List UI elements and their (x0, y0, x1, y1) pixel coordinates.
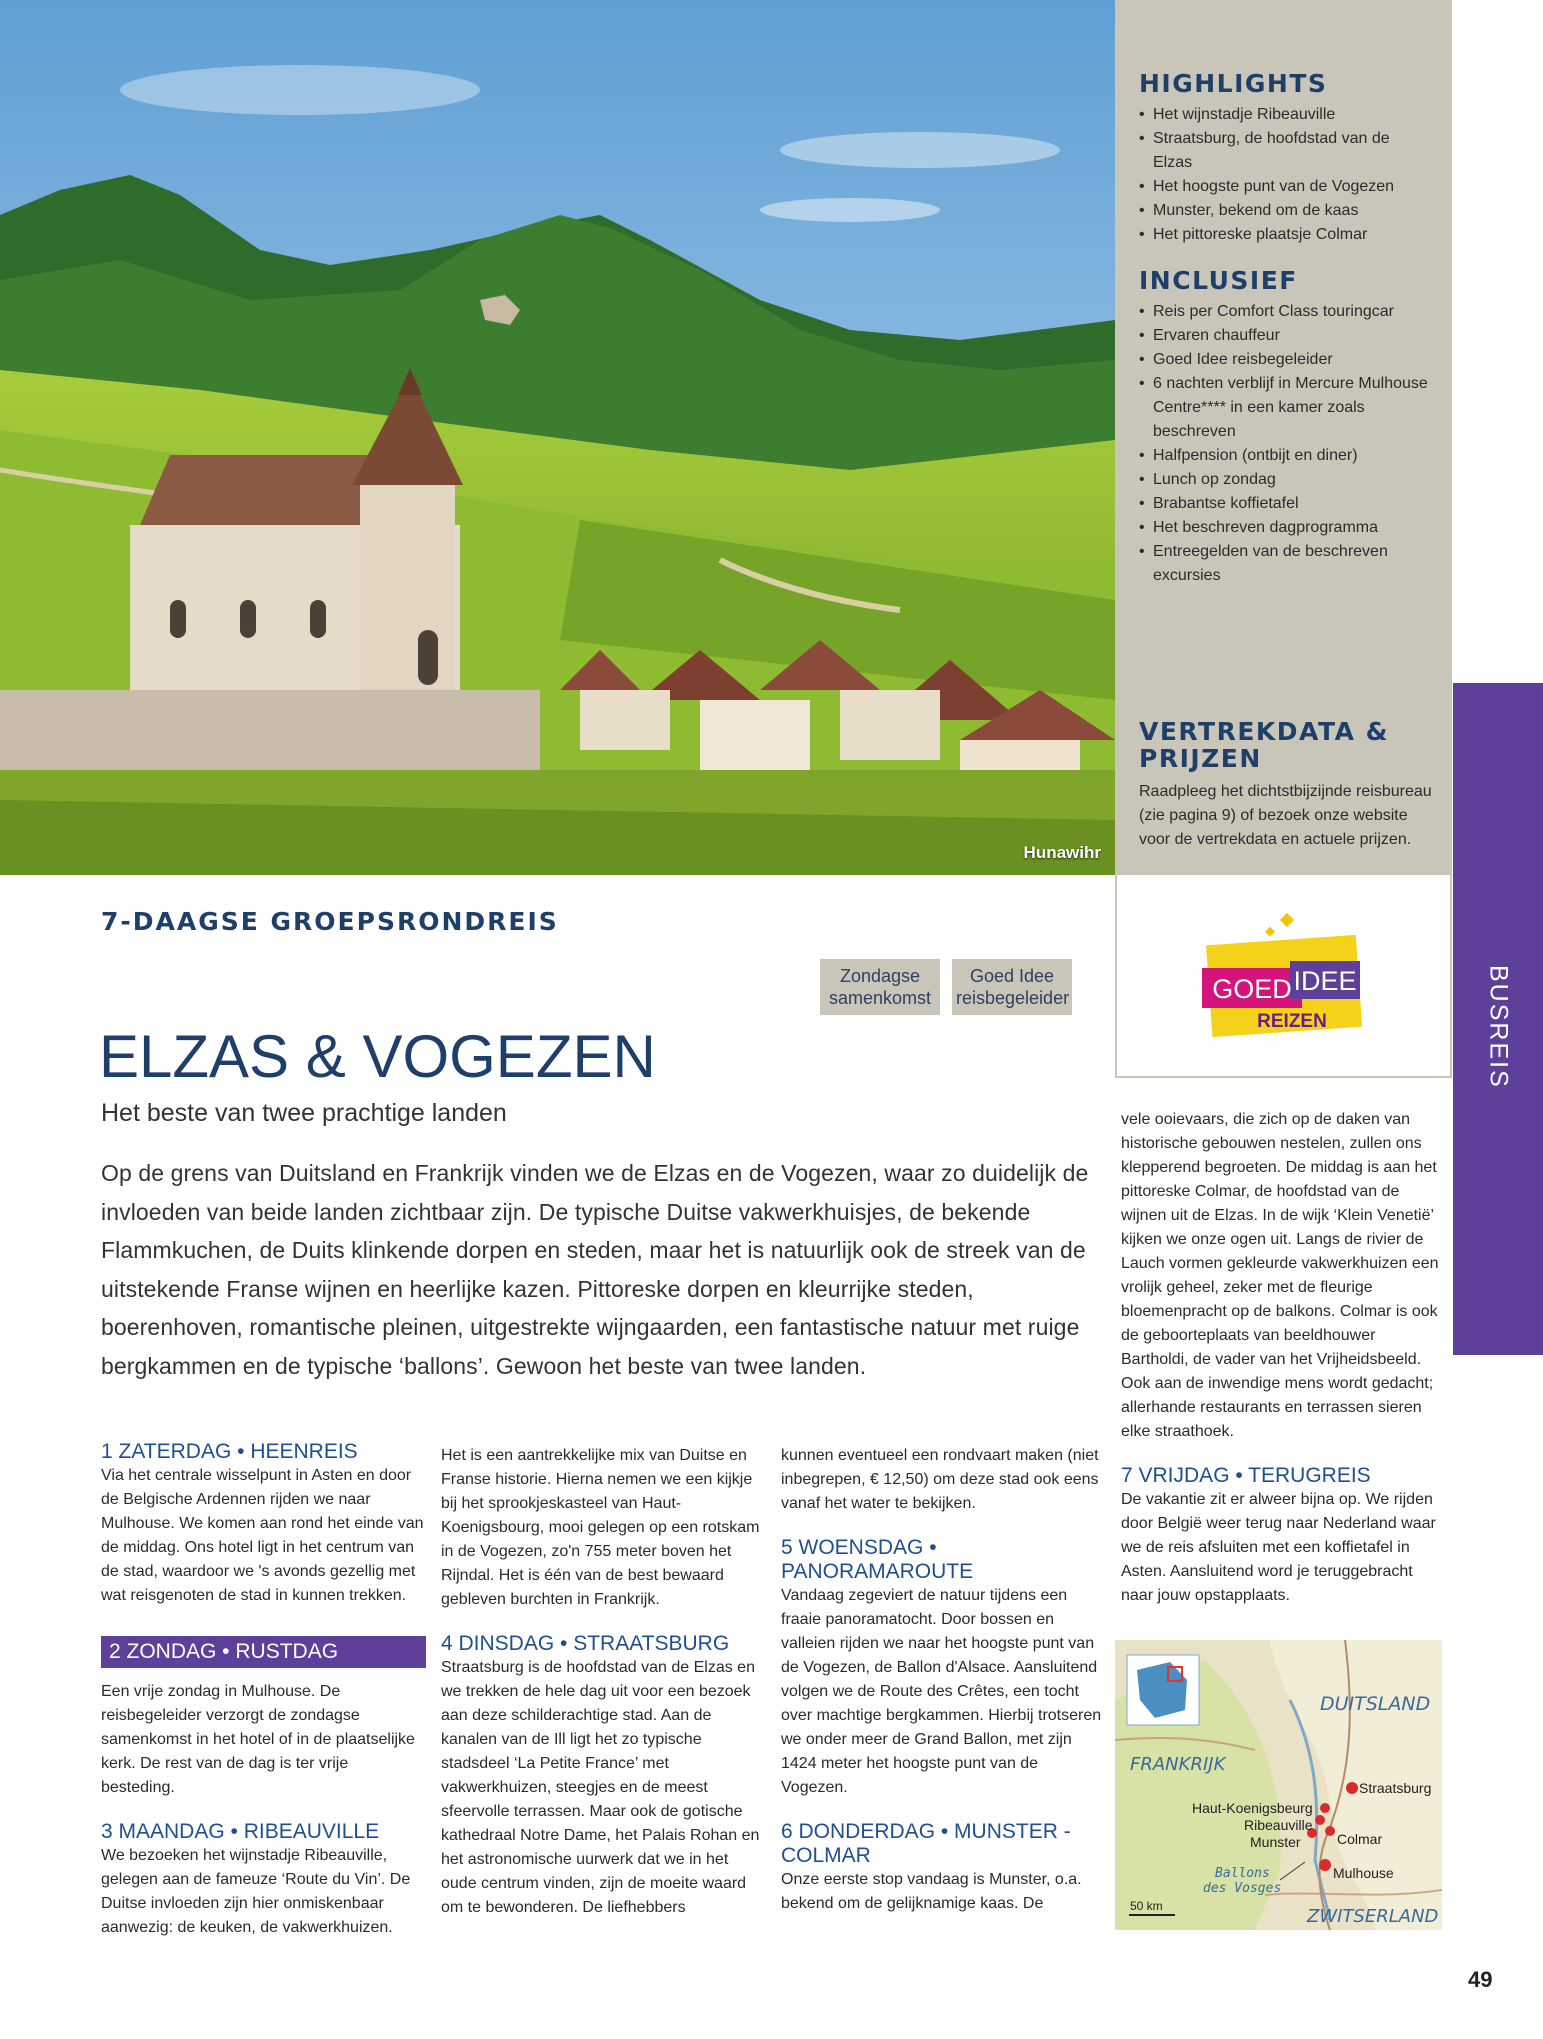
map-city-straatsburg: Straatsburg (1359, 1780, 1432, 1796)
map-label-duitsland: DUITSLAND (1320, 1693, 1431, 1715)
map-city-haut-koenigsbourg: Haut-Koenigsbeurg (1192, 1800, 1313, 1816)
page-number: 49 (1468, 1967, 1493, 1992)
list-item: • Goed Idee reisbegeleider (1139, 348, 1432, 372)
info-panel (1115, 0, 1452, 875)
hunawihr-landscape-illustration (0, 0, 1115, 875)
day-6-heading: 6 DONDERDAG • MUNSTER - COLMAR (781, 1820, 1071, 1867)
logo-word-idee: IDEE (1293, 966, 1357, 996)
day-5-text: Vandaag zegeviert de natuur tijdens een fraaie panoramatocht. Door bossen en valleien rijden we naar het hoogste punt van de Vogezen, de Ballon d'Alsace. Aansluitend volgen we de Route des Crêtes, een tocht over machtige bergkammen. Hierbij trotseren we onder meer de Grand Ballon, met zijn 1424 meter het hoogste punt van de Vogezen. (781, 1587, 1102, 1796)
list-item: • Het beschreven dagprogramma (1139, 516, 1432, 540)
list-item: • Het wijnstadje Ribeauville (1139, 103, 1432, 127)
highlights-title: HIGHLIGHTS (1139, 69, 1328, 98)
day-4-text: Straatsburg is de hoofdstad van de Elzas en we trekken de hele dag uit voor een bezoek aan deze schilderachtige stad. Aan de kanalen van de Ill ligt het zo typische stadsdeel ‘La Petite France’ met vakwerkhuizen, steegjes en de meest sfeervolle terrassen. Maar ook de gotische kathedraal Notre Dame, het Palais Rohan en het astronomische uurwerk dat we in het oude centrum vinden, zijn de moeite waard om te bewonderen. De liefhebbers (441, 1659, 760, 1916)
list-item: • Halfpension (ontbijt en diner) (1139, 444, 1432, 468)
map-city-munster: Munster (1250, 1834, 1301, 1850)
list-item: • Lunch op zondag (1139, 468, 1432, 492)
map-scale-label: 50 km (1130, 1899, 1163, 1913)
logo-word-goed: GOED (1212, 974, 1292, 1004)
side-tab-label: BUSREIS (1484, 965, 1513, 1089)
goed-idee-logo-box (1115, 875, 1452, 1078)
day-7-heading: 7 VRIJDAG • TERUGREIS (1121, 1464, 1371, 1487)
day-4-continued: kunnen eventueel een rondvaart maken (niet inbegrepen, € 12,50) om deze stad ook eens vanaf het water te bekijken. (781, 1447, 1099, 1512)
day-6-text: Onze eerste stop vandaag is Munster, o.a. bekend om de gelijknamige kaas. De (781, 1871, 1082, 1912)
map-city-colmar: Colmar (1337, 1831, 1383, 1847)
map-city-ribeauville: Ribeauville (1244, 1817, 1313, 1833)
column-4 (1121, 1108, 1446, 1608)
goed-idee-logo (1117, 875, 1450, 1075)
map-label-frankrijk: FRANKRIJK (1130, 1754, 1226, 1775)
hero-photo (0, 0, 1115, 875)
inclusief-title: INCLUSIEF (1139, 266, 1298, 295)
page-title: ELZAS & VOGEZEN (99, 1023, 656, 1090)
intro-paragraph: Op de grens van Duitsland en Frankrijk vinden we de Elzas en de Vogezen, waar zo duidelijk de invloeden van beide landen zichtbaar zijn. De typische Duitse vakwerkhuisjes, de bekende Flammkuchen, de Duits klinkende dorpen en steden, maar het is natuurlijk ook de streek van de uitstekende Franse wijnen en heerlijke kazen. Pittoreske dorpen en kleurrijke steden, boerenhoven, romantische pleinen, uitgestrekte wijngaarden, een fantastische natuur met ruige bergkammen en de typische ‘ballons’. Gewoon het beste van twee landen. (101, 1160, 1089, 1379)
tag-zondagse-samenkomst: Zondagse samenkomst (820, 959, 940, 1015)
day-3-continued: Het is een aantrekkelijke mix van Duitse en Franse historie. Hierna nemen we een kijkje bij het sprookjeskasteel van Haut-Koenigsbourg, mooi gelegen op een rotskam in de Vogezen, zo'n 755 meter boven het Rijndal. Het is één van de best bewaard gebleven burchten in Frankrijk. (441, 1447, 760, 1608)
page-subtitle: Het beste van twee prachtige landen (101, 1099, 507, 1127)
busreis-side-tab (1453, 683, 1543, 1355)
day-3-text: We bezoeken het wijnstadje Ribeauville, gelegen aan de fameuze ‘Route du Vin’. De Duitse invloeden zijn hier onmiskenbaar aanwezig: de keuken, de vakwerkhuizen. (101, 1847, 411, 1936)
vertrek-text: Raadpleeg het dichtstbijzijnde reisbureau (zie pagina 9) of bezoek onze website voor de vertrekdata en actuele prijzen. (1139, 783, 1432, 848)
day-1-text: Via het centrale wisselpunt in Asten en door de Belgische Ardennen rijden we naar Mulhouse. We komen aan rond het einde van de middag. Ons hotel ligt in het centrum van de stad, waardoor we 's avonds gezellig met wat reisgenoten de stad in kunnen trekken. (101, 1467, 424, 1604)
list-item: • Het pittoreske plaatsje Colmar (1139, 223, 1432, 247)
list-item: • 6 nachten verblijf in Mercure Mulhouse Centre**** in een kamer zoals beschreven (1139, 372, 1432, 444)
day-7-text: De vakantie zit er alweer bijna op. We rijden door België weer terug naar Nederland waar we de reis afsluiten met een koffietafel in Asten. Aansluitend word je teruggebracht naar jouw opstapplaats. (1121, 1491, 1436, 1604)
vertrek-block (1139, 718, 1439, 852)
list-item: • Het hoogste punt van de Vogezen (1139, 175, 1432, 199)
map-label-ballons: Ballons (1215, 1866, 1270, 1881)
list-item: • Straatsburg, de hoofdstad van de Elzas (1139, 127, 1432, 175)
day-2-heading: 2 ZONDAG • RUSTDAG (101, 1636, 426, 1668)
column-1 (101, 1440, 426, 1940)
region-map (1115, 1640, 1442, 1930)
vertrek-title: VERTREKDATA & PRIJZEN (1139, 717, 1389, 773)
photo-caption: Hunawihr (1023, 843, 1101, 862)
inclusief-list (1139, 300, 1432, 588)
day-6-continued: vele ooievaars, die zich op de daken van historische gebouwen nestelen, zullen ons klepperend begroeten. De middag is aan het pittoreske Colmar, de hoofdstad van de wijnen uit de Elzas. In de wijk ‘Klein Venetië’ kijken we onze ogen uit. Langs de rivier de Lauch vormen gekleurde vakwerkhuizen een vrolijk geheel, zeker met de fleurige bloemenpracht op de balkons. Colmar is ook de geboorteplaats van beeldhouwer Bartholdi, de vader van het Vrijheidsbeeld. Ook aan de inwendige mens wordt gedacht; allerhande restaurants en terrassen sieren elke straathoek. (1121, 1111, 1439, 1440)
day-5-heading: 5 WOENSDAG • PANORAMAROUTE (781, 1536, 974, 1583)
map-label-zwitserland: ZWITSERLAND (1307, 1906, 1439, 1927)
tour-type-label: 7-DAAGSE GROEPSRONDREIS (101, 907, 559, 936)
logo-word-reizen: REIZEN (1257, 1011, 1327, 1032)
column-2 (441, 1444, 766, 1920)
list-item: • Reis per Comfort Class touringcar (1139, 300, 1432, 324)
list-item: • Munster, bekend om de kaas (1139, 199, 1432, 223)
day-3-heading: 3 MAANDAG • RIBEAUVILLE (101, 1820, 380, 1843)
list-item: • Entreegelden van de beschreven excursies (1139, 540, 1432, 588)
alsace-map (1115, 1640, 1442, 1930)
feature-tags (820, 959, 1072, 1015)
list-item: • Brabantse koffietafel (1139, 492, 1432, 516)
tag-reisbegeleider: Goed Idee reisbegeleider (952, 959, 1072, 1015)
day-4-heading: 4 DINSDAG • STRAATSBURG (441, 1632, 730, 1655)
day-1-heading: 1 ZATERDAG • HEENREIS (101, 1440, 358, 1463)
map-city-mulhouse: Mulhouse (1333, 1865, 1394, 1881)
column-3 (781, 1444, 1106, 1916)
map-label-des-vosges: des Vosges (1203, 1881, 1282, 1896)
day-2-text: Een vrije zondag in Mulhouse. De reisbegeleider verzorgt de zondagse samenkomst in het hotel of in de plaatselijke kerk. De rest van de dag is ter vrije besteding. (101, 1683, 415, 1796)
highlights-list (1139, 103, 1432, 247)
list-item: • Ervaren chauffeur (1139, 324, 1432, 348)
